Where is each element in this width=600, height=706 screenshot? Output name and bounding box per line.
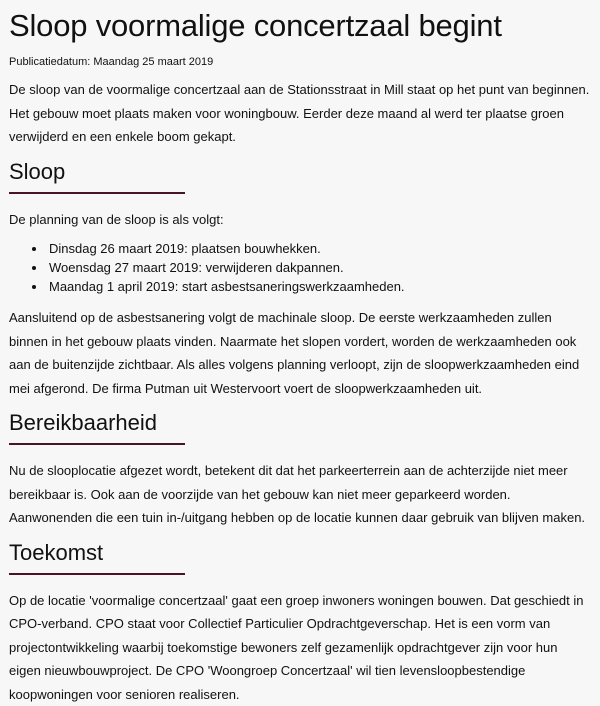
- section-heading-sloop: Sloop: [9, 159, 590, 185]
- toekomst-paragraph: Op de locatie 'voormalige concertzaal' gaat een groep inwoners woningen bouwen. Dat geschiedt in CPO-verband. CPO staat voor Collectief Particulier Opdrachtgeverschap. Het is een vorm van projectontwikkeling waarbij toekomstige bewoners zelf gezamenlijk opdrachtgever zijn voor hun eigen nieuwbouwproject. De CPO 'Woongroep Concertzaal' wil tien levensloopbestendige koopwoningen voor senioren realiseren.: [9, 589, 590, 706]
- sloop-paragraph: Aansluitend op de asbestsanering volgt de machinale sloop. De eerste werkzaamheden zullen binnen in het gebouw plaats vinden. Naarmate het slopen vordert, worden de werkzaamheden ook aan de buitenzijde zichtbaar. Als alles volgens planning verloopt, zijn de sloopwerkzaamheden eind mei afgerond. De firma Putman uit Westervoort voert de sloopwerkzaamheden uit.: [9, 306, 590, 400]
- publication-date: Publicatiedatum: Maandag 25 maart 2019: [9, 55, 590, 69]
- heading-divider: [9, 573, 185, 575]
- page-title: Sloop voormalige concertzaal begint: [9, 0, 590, 45]
- section-heading-toekomst: Toekomst: [9, 540, 590, 566]
- heading-divider: [9, 192, 185, 194]
- planning-lead: De planning van de sloop is als volgt:: [9, 208, 590, 232]
- list-item: • Maandag 1 april 2019: start asbestsaneringswerkzaamheden.: [47, 277, 590, 296]
- list-item: • Woensdag 27 maart 2019: verwijderen dakpannen.: [47, 258, 590, 277]
- list-item: • Dinsdag 26 maart 2019: plaatsen bouwhekken.: [47, 239, 590, 258]
- planning-list: [9, 239, 590, 296]
- heading-divider: [9, 443, 185, 445]
- intro-paragraph: De sloop van de voormalige concertzaal aan de Stationsstraat in Mill staat op het punt van beginnen. Het gebouw moet plaats maken voor woningbouw. Eerder deze maand al werd ter plaatse groen verwijderd en een enkele boom gekapt.: [9, 78, 590, 149]
- bereikbaarheid-paragraph: Nu de slooplocatie afgezet wordt, betekent dit dat het parkeerterrein aan de achterzijde niet meer bereikbaar is. Ook aan de voorzijde van het gebouw kan niet meer geparkeerd worden. Aanwonenden die een tuin in-/uitgang hebben op de locatie kunnen daar gebruik van blijven maken.: [9, 459, 590, 530]
- section-heading-bereikbaarheid: Bereikbaarheid: [9, 410, 590, 436]
